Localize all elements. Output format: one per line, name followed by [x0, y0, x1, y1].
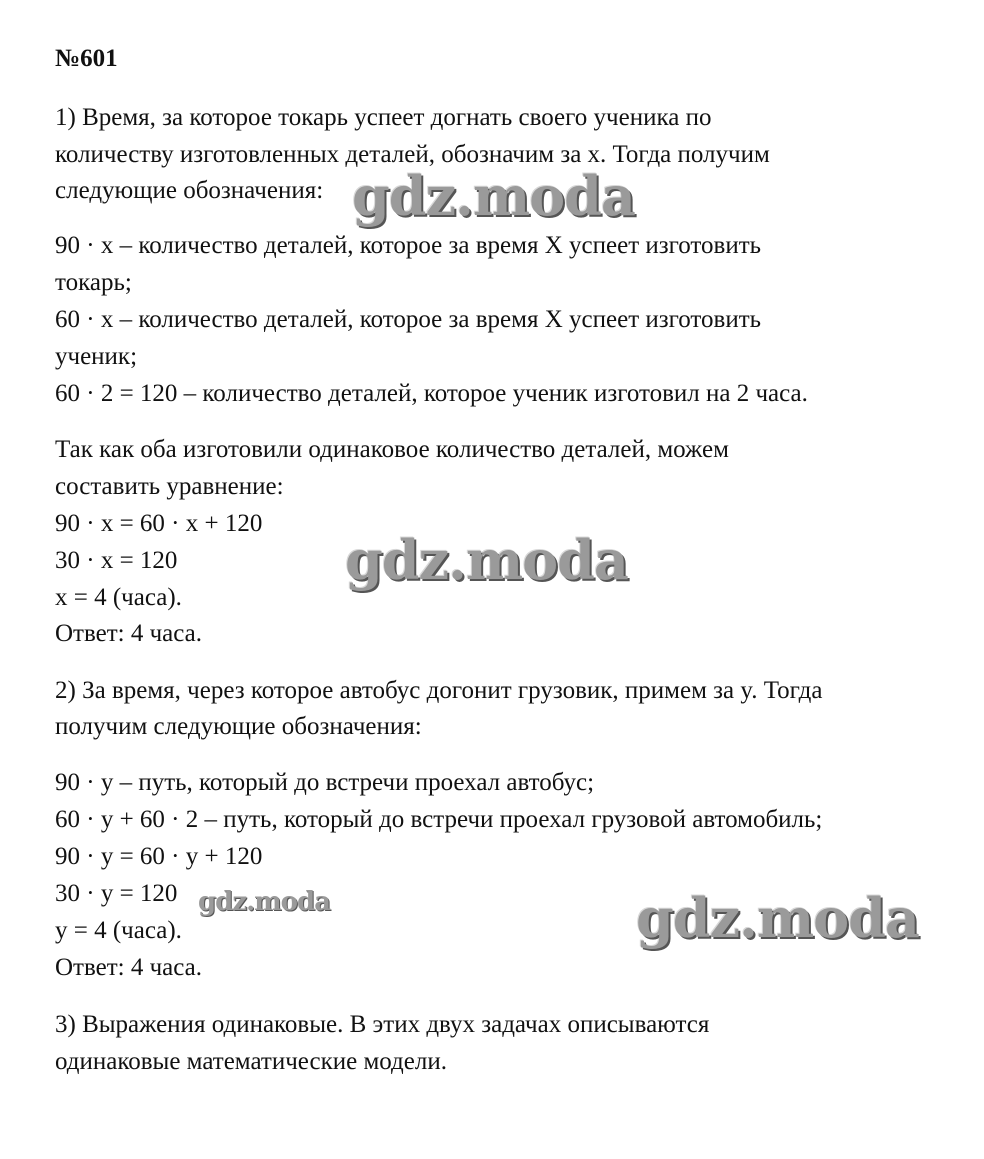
part1-intro-line-1: 1) Время, за которое токарь успеет догнать своего ученика по — [55, 104, 712, 131]
part2-notation-line-1: 90 · y – путь, который до встречи проехал автобус; — [55, 769, 595, 796]
watermark-logo: gdz.moda — [636, 886, 919, 950]
part2-equation-2: 30 · y = 120 — [55, 880, 178, 907]
part1-equation-intro-line-2: составить уравнение: — [55, 473, 284, 500]
part2-equation-1: 90 · y = 60 · y + 120 — [55, 843, 263, 870]
part1-notation-line-1: 90 · x – количество деталей, которое за время X успеет изготовить — [55, 232, 762, 259]
part1-equation-2: 30 · x = 120 — [55, 547, 178, 574]
part3-line-2: одинаковые математические модели. — [55, 1048, 447, 1075]
part3-line-1: 3) Выражения одинаковые. В этих двух задачах описываются — [55, 1011, 710, 1038]
part1-answer: Ответ: 4 часа. — [55, 620, 203, 647]
watermark-logo: gdz.moda — [352, 164, 635, 228]
part1-notation-line-2: токарь; — [55, 269, 132, 296]
part1-notation-line-3: 60 · x – количество деталей, которое за время X успеет изготовить — [55, 306, 762, 333]
part1-result: x = 4 (часа). — [55, 584, 182, 611]
watermark-logo: gdz.moda — [345, 528, 628, 592]
part1-notation-line-5: 60 · 2 = 120 – количество деталей, которое ученик изготовил на 2 часа. — [55, 380, 808, 407]
part1-notation-line-4: ученик; — [55, 343, 138, 370]
part2-intro-line-2: получим следующие обозначения: — [55, 713, 422, 740]
part1-equation-1: 90 · x = 60 · x + 120 — [55, 510, 263, 537]
part1-intro-line-3: следующие обозначения: — [55, 177, 324, 204]
part1-intro-line-2: количеству изготовленных деталей, обозначим за x. Тогда получим — [55, 141, 770, 168]
part1-equation-intro-line-1: Так как оба изготовили одинаковое количество деталей, можем — [55, 436, 729, 463]
watermark-logo: gdz.moda — [198, 887, 331, 917]
part2-notation-line-2: 60 · y + 60 · 2 – путь, который до встречи проехал грузовой автомобиль; — [55, 806, 823, 833]
part2-result: y = 4 (часа). — [55, 917, 182, 944]
task-number: №601 — [55, 45, 118, 72]
part2-answer: Ответ: 4 часа. — [55, 954, 203, 981]
part2-intro-line-1: 2) За время, через которое автобус догонит грузовик, примем за y. Тогда — [55, 677, 823, 704]
